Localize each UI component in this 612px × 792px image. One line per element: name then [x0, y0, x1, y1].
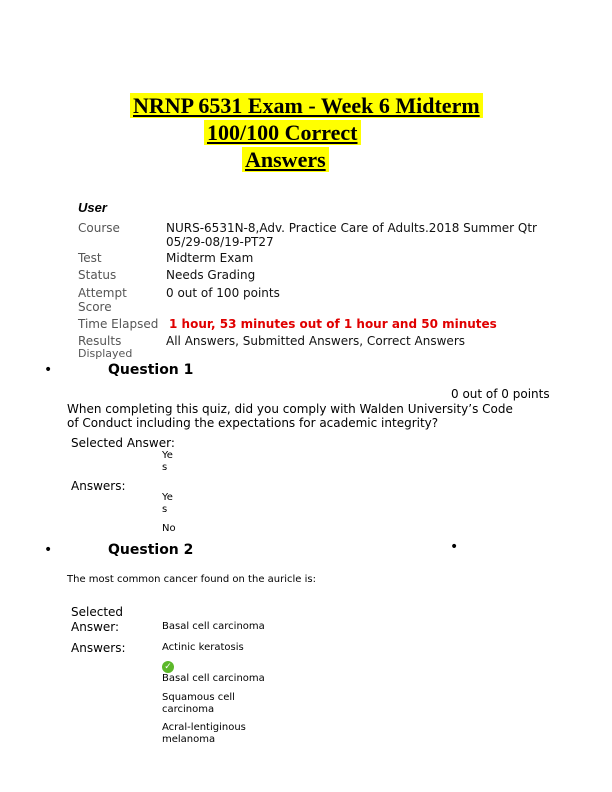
q2-answer-3	[162, 692, 235, 716]
test-label: Test	[78, 251, 102, 265]
q1-selected-label: Selected Answer:	[71, 436, 175, 450]
question-1-heading: Question 1	[108, 362, 194, 378]
time-label: Time Elapsed	[78, 317, 159, 331]
course-value: NURS-6531N-8,Adv. Practice Care of Adults.2018 Summer Qtr 05/29-08/19-PT27	[166, 221, 537, 249]
q2-selected-label	[71, 605, 123, 635]
title-line-2: 100/100 Correct	[204, 119, 361, 146]
bullet: •	[44, 542, 53, 558]
title-line-1: NRNP 6531 Exam - Week 6 Midterm	[130, 92, 483, 119]
question-1-text-line-1: When completing this quiz, did you comply with Walden University’s Code	[67, 402, 513, 416]
course-label: Course	[78, 221, 120, 235]
attempt-label-line-2: Score	[78, 300, 112, 314]
test-value: Midterm Exam	[166, 251, 254, 265]
q1-answer-1-line-1: Ye	[162, 492, 173, 503]
bullet: •	[450, 539, 459, 555]
time-value: 1 hour, 53 minutes out of 1 hour and 50 minutes	[169, 317, 497, 331]
q2-answer-1: Actinic keratosis	[162, 642, 244, 653]
q1-selected-value-line-1: Ye	[162, 450, 173, 461]
results-label-line-2: Displayed	[78, 347, 133, 360]
q2-selected-label-line-1: Selected	[71, 605, 124, 619]
q1-answers-label: Answers:	[71, 479, 126, 493]
q2-selected-value: Basal cell carcinoma	[162, 621, 265, 632]
attempt-value: 0 out of 100 points	[166, 286, 280, 300]
status-label: Status	[78, 268, 117, 282]
q2-answer-4	[162, 722, 246, 746]
results-label-line-1: Results	[78, 334, 122, 348]
user-label: User	[78, 200, 107, 215]
q1-answer-1-line-2: s	[162, 504, 168, 515]
q1-selected-value	[162, 450, 173, 474]
q2-selected-label-line-2: Answer:	[71, 620, 120, 634]
q2-answer-3-line-2: carcinoma	[162, 704, 215, 715]
q1-answer-1	[162, 492, 173, 516]
question-1-points: 0 out of 0 points	[451, 387, 550, 401]
question-1-text-line-2: of Conduct including the expectations for academic integrity?	[67, 416, 439, 430]
status-value: Needs Grading	[166, 268, 256, 282]
q2-answers-label: Answers:	[71, 641, 126, 655]
q1-selected-value-line-2: s	[162, 462, 168, 473]
question-2-heading: Question 2	[108, 542, 194, 558]
attempt-label	[78, 286, 168, 314]
attempt-label-line-1: Attempt	[78, 286, 127, 300]
results-value: All Answers, Submitted Answers, Correct Answers	[166, 334, 465, 348]
question-1-text	[67, 402, 513, 430]
title-line-3: Answers	[242, 146, 329, 173]
bullet: •	[44, 362, 53, 378]
q2-answer-4-line-1: Acral-lentiginous	[162, 722, 246, 733]
check-circle-icon: ✓	[162, 661, 174, 673]
question-2-text: The most common cancer found on the auricle is:	[67, 574, 316, 585]
results-label	[78, 334, 168, 360]
q2-answer-2: Basal cell carcinoma	[162, 673, 265, 684]
q2-answer-4-line-2: melanoma	[162, 734, 216, 745]
q1-answer-2: No	[162, 523, 176, 534]
q2-answer-3-line-1: Squamous cell	[162, 692, 235, 703]
